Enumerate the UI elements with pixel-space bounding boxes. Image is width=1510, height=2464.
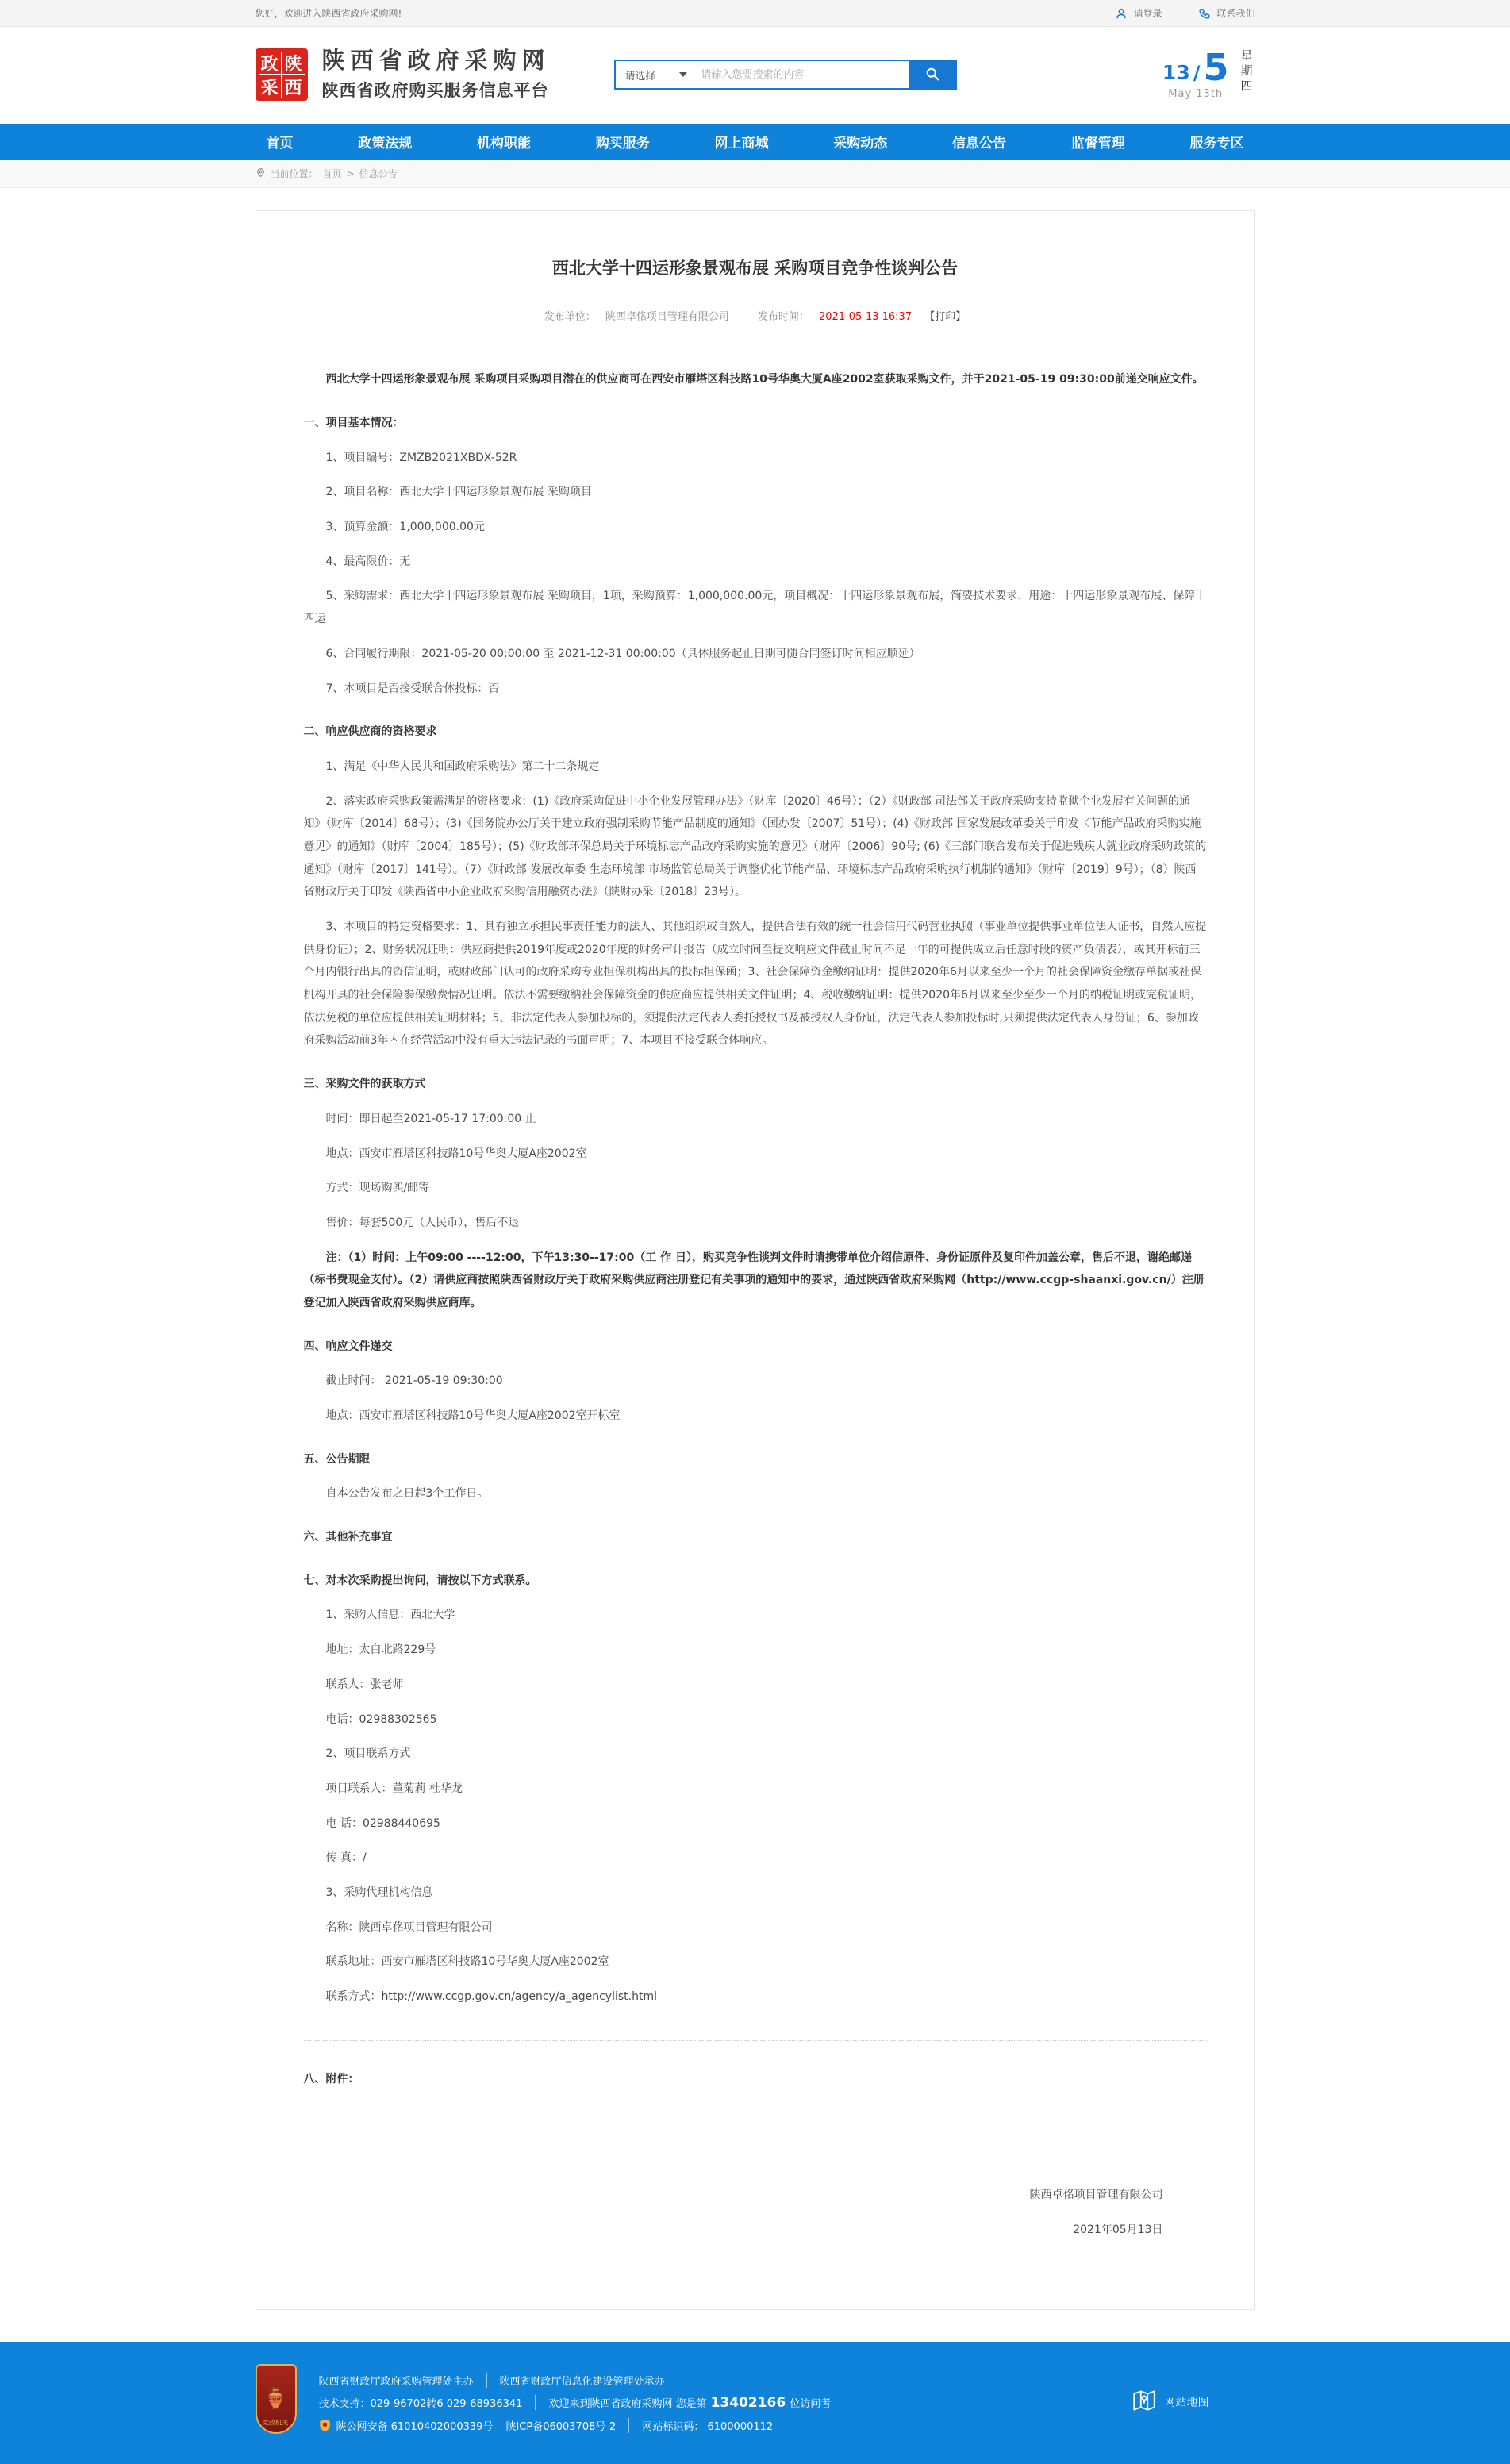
document-paragraph: 西北大学十四运形象景观布展 采购项目采购项目潜在的供应商可在西安市雁塔区科技路10号华奥大厦A座2002室获取采购文件，并于2021-05-19 09:30:00前递交响应文件。 [325,373,1204,386]
document-paragraph: 联系地址：西安市雁塔区科技路10号华奥大厦A座2002室 [325,1955,609,1969]
footer-host: 陕西省财政厅政府采购管理处主办 [319,2373,487,2388]
site-footer [0,2342,1510,2464]
document-body [304,368,1207,2241]
police-badge-icon [319,2419,331,2432]
document-meta [304,308,1207,344]
publisher-label: 发布单位： [544,311,596,324]
logo-characters [259,52,305,98]
logo-char: 西 [282,75,305,98]
document-paragraph: 联系方式：http://www.ccgp.gov.cn/agency/a_agencylist.html [325,1990,657,2004]
nav-item[interactable]: 监督管理 [1070,136,1125,152]
logo-char: 政 [259,52,281,74]
document-paragraph: 八、附件： [303,2072,359,2085]
footer-police-filing[interactable]: 陕公网安备 61010402000339号 [336,2420,494,2433]
document-paragraph: 1、满足《中华人民共和国政府采购法》第二十二条规定 [325,759,600,773]
document-paragraph: 2、项目名称：西北大学十四运形象景观布展 采购项目 [325,486,592,499]
logo-char: 采 [259,75,281,98]
nav-item[interactable]: 首页 [266,136,294,152]
visitor-suffix: 位访问者 [790,2397,832,2410]
document-paragraph: 2、落实政府采购政策需满足的资格要求：(1)《政府采购促进中小企业发展管理办法》（财库〔2020〕46号）；（2）《财政部 司法部关于政府采购支持监狱企业发展有关问题的通知》（财库〔2014〕68号）；(3)《国务院办公厅关于建立政府强制采购节能产品制度的通知》（国办发〔2007〕51号）；(4)《财政部 国家发展改革委关于印发〈节能产品政府采购实施意见〉的通知》（财库〔2004〕185号）；(5)《财政部环保总局关于环境标志产品政府采购实施的意见》（财库〔2006〕90号; (6)《三部门联合发布关于促进残疾人就业政府采购政策的通知》（财库〔2017〕141号）。（7）《财政部 发展改革委 生态环境部 市场监管总局关于调整优化节能产品、环境标志产品政府采购执行机制的通知》（财库〔2019〕9号）；（8）陕西省财政厅关于印发《陕西省中小企业政府采购信用融资办法》（陕财办采〔2018〕23号）。 [303,794,1207,899]
document-paragraph: 二、响应供应商的资格要求 [303,725,437,739]
login-label: 请登录 [1133,8,1162,19]
document-paragraph: 陕西卓佲项目管理有限公司 [1029,2189,1163,2202]
site-subtitle: 陕西省政府购买服务信息平台 [321,81,549,101]
main-navigation [0,124,1510,160]
document-paragraph: 3、采购代理机构信息 [325,1885,433,1899]
user-icon [1115,7,1128,20]
nav-item[interactable]: 服务专区 [1189,136,1244,152]
date-widget [1162,46,1255,101]
document-paragraph: 五、公告期限 [303,1452,371,1466]
publisher-value: 陕西卓佲项目管理有限公司 [605,311,729,324]
document-paragraph: 4、最高限价：无 [325,555,411,568]
site-logo[interactable] [256,48,308,101]
nav-item[interactable]: 网上商城 [714,136,769,152]
document-paragraph: 三、采购文件的获取方式 [303,1078,426,1091]
document-paragraph: 联系人：张老师 [325,1678,404,1691]
search-icon [924,66,940,84]
document-paragraph: 5、采购需求：西北大学十四运形象景观布展 采购项目，1项，采购预算：1,000,000.00元，项目概况：十四运形象景观布展，简要技术要求、用途：十四运形象景观布展、保障十四运 [303,590,1207,626]
sitemap-link[interactable] [1131,2387,1209,2417]
footer-visitor-line [536,2395,843,2411]
print-button[interactable]: 【打印】 [924,311,966,324]
document-paragraph: 名称：陕西卓佲项目管理有限公司 [325,1920,493,1934]
document-paragraph: 自本公告发布之日起3个工作日。 [325,1487,489,1501]
nav-item[interactable]: 采购动态 [833,136,888,152]
footer-site-code: 网站标识码： 6100000112 [642,2420,774,2433]
document-paragraph [304,2040,1207,2041]
document-paragraph: 3、本项目的特定资格要求：1、具有独立承担民事责任能力的法人、其他组织或自然人，提供合法有效的统一社会信用代码营业执照（事业单位提供事业单位法人证书，自然人应提供身份证）；2、财务状况证明：供应商提供2019年度或2020年度的财务审计报告（成立时间至提交响应文件截止时间不足一年的可提供成立后任意时段的资产负债表），或其开标前三个月内银行出具的资信证明，或财政部门认可的政府采购专业担保机构出具的投标担保函；3、社会保障资金缴纳证明：提供2020年6月以来至少一个月的社会保障资金缴存单据或社保机构开具的社会保险参保缴费情况证明。依法不需要缴纳社会保障资金的供应商应提供相关文件证明；4、税收缴纳证明：提供2020年6月以来至少至少一个月的纳税证明或完税证明，依法免税的单位应提供相关证明材料；5、非法定代表人参加投标的，须提供法定代表人委托授权书及被授权人身份证，法定代表人参加投标时,只须提供法定代表人身份证；6、参加政府采购活动前3年内在经营活动中没有重大违法记录的书面声明；7、本项目不接受联合体响应。 [303,921,1207,1047]
contact-label: 联系我们 [1216,8,1255,19]
location-pin-icon [256,167,266,181]
nav-item[interactable]: 购买服务 [595,136,650,152]
visitor-prefix: 欢迎来到陕西省政府采购网 您是第 [548,2397,707,2410]
top-utility-bar [0,0,1510,27]
breadcrumb-bar [0,160,1510,188]
publish-time-value: 2021-05-13 16:37 [818,311,913,324]
visitor-count: 13402166 [710,2394,786,2411]
document-paragraph: 六、其他补充事宜 [303,1531,393,1544]
document-paragraph: 地址：太白北路229号 [325,1643,436,1657]
footer-tech-support: 技术支持：029-96702转6 029-68936341 [319,2395,536,2410]
welcome-text: 您好，欢迎进入陕西省政府采购网! [255,8,402,19]
document-paragraph: 6、合同履行期限：2021-05-20 00:00:00 至 2021-12-31 00:00:00（具体服务起止日期可随合同签订时间相应顺延） [325,647,920,660]
nav-item[interactable]: 政策法规 [358,136,413,152]
document-paragraph: 方式：现场购买/邮寄 [325,1182,430,1195]
footer-undertake: 陕西省财政厅信息化建设管理处承办 [499,2375,665,2388]
breadcrumb-label: 当前位置： [270,168,318,180]
date-slash: / [1193,62,1201,85]
date-english: May 13th [1168,88,1224,101]
date-weekday: 星期四 [1239,49,1254,95]
document-paragraph: 注：（1）时间：上午09:00 ----12:00，下午13:30--17:00（工 作 日），购买竞争性谈判文件时请携带单位介绍信原件、身份证原件及复印件加盖公章，售后不退，谢绝邮递（标书费现金支付）。（2）请供应商按照陕西省财政厅关于政府采购供应商注册登记有关事项的通知中的要求，通过陕西省政府采购网（http://www.ccgp-shaanxi.gov.cn/）注册登记加入陕西省政府采购供应商库。 [303,1251,1205,1309]
nav-item[interactable]: 机构职能 [477,136,531,152]
search-input[interactable] [695,61,909,88]
date-month: 5 [1203,46,1229,90]
site-header [0,27,1510,124]
date-day: 13 [1162,61,1190,85]
sitemap-icon [1131,2387,1158,2417]
search-button[interactable] [909,61,955,88]
document-paragraph [304,2102,1207,2172]
document-paragraph: 传 真：/ [325,1851,367,1865]
document-paragraph: 项目联系人：董菊莉 杜华龙 [325,1782,463,1795]
login-link[interactable] [1115,6,1162,20]
announcement-card [256,210,1255,2309]
document-paragraph: 3、预算金额：1,000,000.00元 [325,521,485,534]
document-paragraph: 售价：每套500元（人民币），售后不退 [325,1216,520,1229]
document-paragraph: 1、项目编号：ZMZB2021XBDX-52R [325,451,517,464]
party-gov-badge-icon[interactable] [256,2364,297,2434]
chevron-down-icon [679,72,687,77]
logo-char: 陕 [282,52,305,74]
document-paragraph: 四、响应文件递交 [303,1340,393,1353]
document-paragraph: 截止时间： 2021-05-19 09:30:00 [325,1374,503,1388]
breadcrumb-current-link[interactable]: 信息公告 [359,168,398,180]
document-paragraph: 地点：西安市雁塔区科技路10号华奥大厦A座2002室 [325,1147,587,1160]
breadcrumb-home-link[interactable]: 首页 [322,168,342,180]
document-paragraph: 一、项目基本情况： [303,417,404,430]
document-paragraph: 1、采购人信息：西北大学 [325,1609,455,1622]
search-box [614,60,957,90]
badge-label: 党政机关 [263,2420,289,2427]
publish-time-label: 发布时间： [757,311,809,324]
document-paragraph: 七、对本次采购提出询问，请按以下方式联系。 [303,1574,537,1587]
document-paragraph: 2021年05月13日 [1073,2224,1163,2237]
search-category-select[interactable] [616,61,695,88]
document-paragraph: 时间：即日起至2021-05-17 17:00:00 止 [325,1112,536,1125]
search-category-value: 请选择 [624,70,656,83]
breadcrumb-separator: > [346,167,355,179]
document-paragraph: 7、本项目是否接受联合体投标：否 [325,682,500,695]
page-title: 西北大学十四运形象景观布展 采购项目竞争性谈判公告 [551,259,959,279]
nav-item[interactable]: 信息公告 [952,136,1006,152]
document-paragraph: 2、项目联系方式 [325,1747,411,1761]
contact-link[interactable] [1198,6,1254,20]
phone-icon [1198,7,1211,20]
site-title: 陕西省政府采购网 [321,47,551,74]
document-paragraph: 电话：02988302565 [325,1712,437,1726]
document-paragraph: 电 话：02988440695 [325,1816,440,1830]
torch-icon: 🏺 [263,2386,289,2411]
footer-icp-filing[interactable]: 陕ICP备06003708号-2 [505,2418,629,2433]
document-paragraph: 地点：西安市雁塔区科技路10号华奥大厦A座2002室开标室 [325,1409,621,1423]
sitemap-label: 网站地图 [1164,2396,1209,2409]
